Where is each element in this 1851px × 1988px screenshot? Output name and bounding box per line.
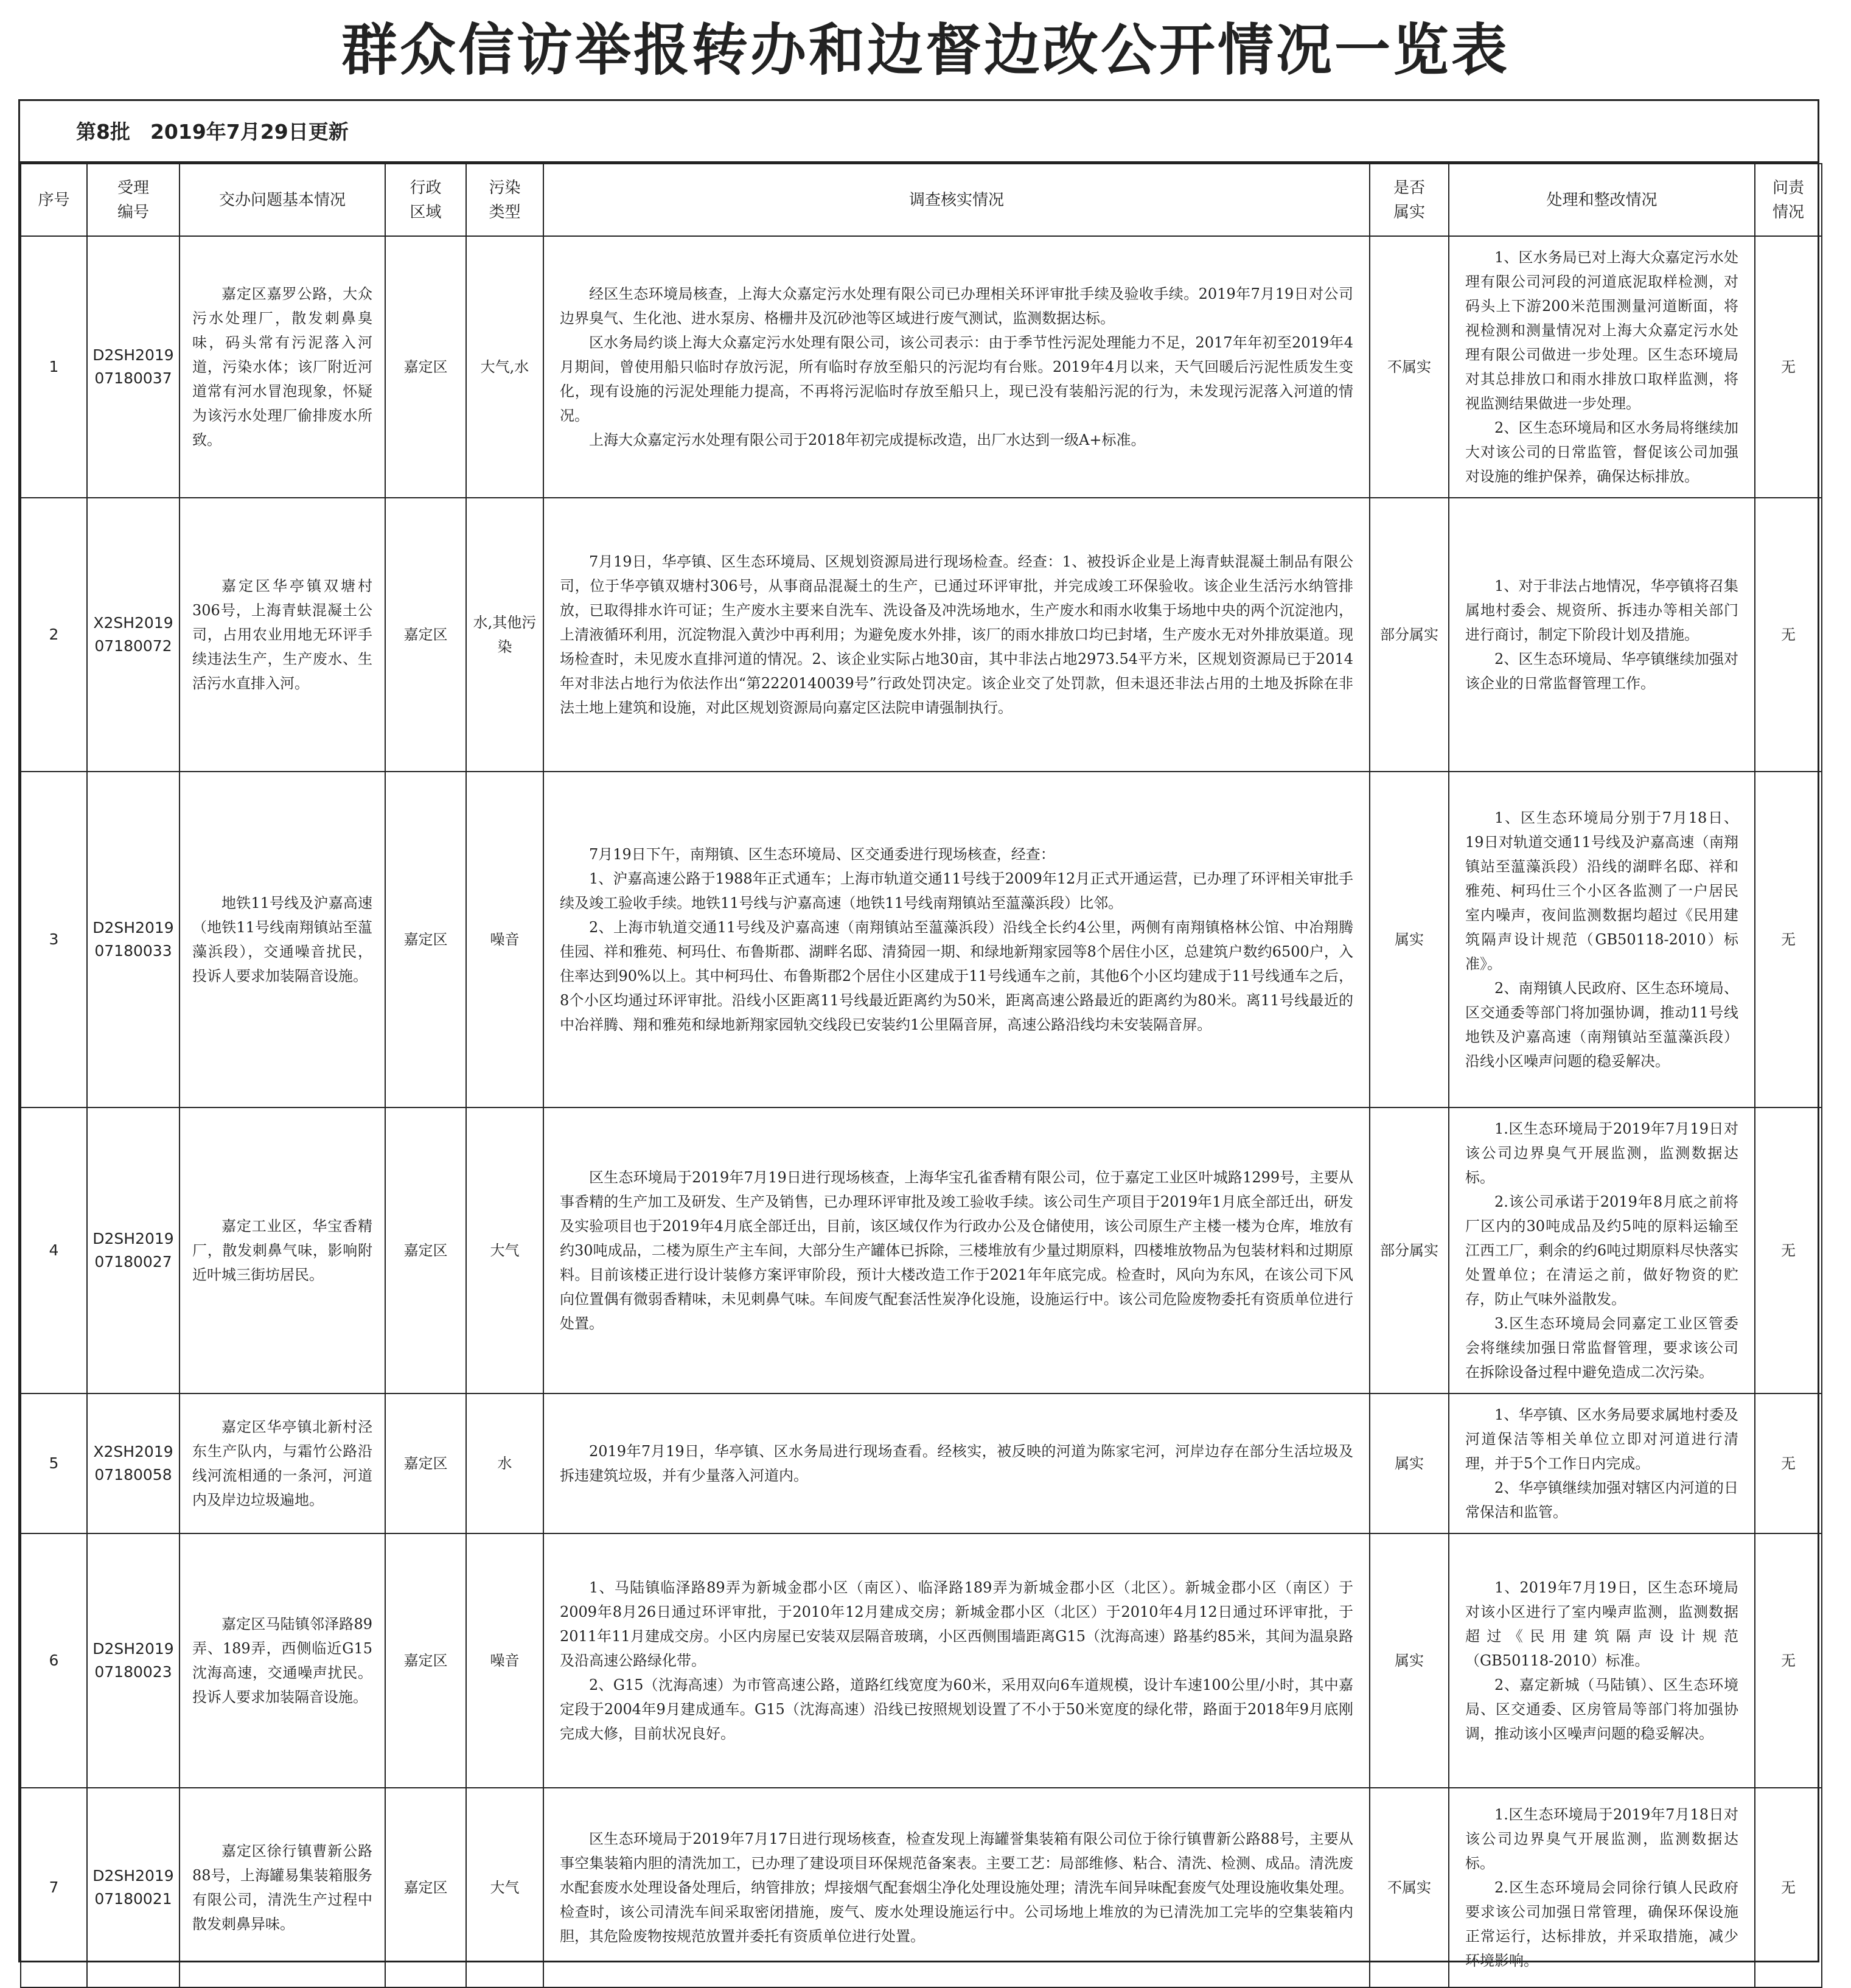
cell-investigation <box>543 236 1370 498</box>
investigation-paragraph: 区水务局约谈上海大众嘉定污水处理有限公司，该公司表示：由于季节性污泥处理能力不足，2017年年初至2019年4月期间，曾使用船只临时存放污泥，所有临时存放至船只的污泥均有台账。2019年4月以来，天气回暖后污泥性质发生变化，现有设施的污泥处理能力提高，不再将污泥临时存放至船只上，现已没有装船污泥的行为，未发现污泥落入河道的情况。 <box>560 334 1353 424</box>
cell-investigation <box>543 772 1370 1107</box>
handling-paragraph: 1.区生态环境局于2019年7月18日对该公司边界臭气开展监测，监测数据达标。 <box>1465 1806 1738 1872</box>
cell-case-id <box>87 1107 180 1393</box>
cell-pollution-type: 噪音 <box>466 772 543 1107</box>
investigation-paragraph: 区生态环境局于2019年7月17日进行现场核查，检查发现上海罐誉集装箱有限公司位于徐行镇曹新公路88号，主要从事空集装箱内胆的清洗加工，已办理了建设项目环保规范备案表。主要工艺：局部维修、粘合、清洗、检测、成品。清洗废水配套废水处理设备处理后，纳管排放；焊接烟气配套烟尘净化处理设施处理；清洗车间异味配套废气处理设施收集处理。检查时，该公司清洗车间采取密闭措施，废气、废水处理设施运行中。公司场地上堆放的为已清洗加工完毕的空集装箱内胆，其危险废物按规范放置并委托有资质单位进行处置。 <box>560 1830 1353 1945</box>
cell-handling <box>1449 236 1755 498</box>
handling-paragraph: 2.该公司承诺于2019年8月底之前将厂区内的30吨成品及约5吨的原料运输至江西工厂，剩余的约6吨过期原料尽快落实处置单位；在清运之前，做好物资的贮存，防止气味外溢散发。 <box>1465 1193 1738 1308</box>
cell-case-id <box>87 1533 180 1788</box>
investigation-paragraph: 2019年7月19日，华亭镇、区水务局进行现场查看。经核实，被反映的河道为陈家宅河，河岸边存在部分生活垃圾及拆违建筑垃圾，并有少量落入河道内。 <box>560 1443 1353 1484</box>
case-id-line-2: 07180021 <box>94 1890 172 1908</box>
batch-update-line: 第8批 2019年7月29日更新 <box>20 101 1818 163</box>
header-handling: 处理和整改情况 <box>1449 164 1755 236</box>
cell-verified: 不属实 <box>1370 236 1449 498</box>
disclosure-sheet <box>18 99 1819 1969</box>
cell-handling <box>1449 1533 1755 1788</box>
cell-problem <box>180 236 385 498</box>
cell-pollution-type: 噪音 <box>466 1533 543 1788</box>
cell-investigation <box>543 1107 1370 1393</box>
investigation-paragraph: 区生态环境局于2019年7月19日进行现场核查，上海华宝孔雀香精有限公司，位于嘉定工业区叶城路1299号，主要从事香精的生产加工及研发、生产及销售，已办理环评审批及竣工验收手续。该公司生产项目于2019年1月底全部迁出，研发及实验项目也于2019年4月底全部迁出，目前，该区域仅作为行政办公及仓储使用，该公司原生产主楼一楼为仓库，堆放有约30吨成品，二楼为原生产主车间，大部分生产罐体已拆除，三楼堆放有少量过期原料，四楼堆放物品为包装材料和过期原料。目前该楼正进行设计装修方案评审阶段，预计大楼改造工作于2021年年底完成。检查时，风向为东风，在该公司下风向位置偶有微弱香精味，未见刺鼻气味。车间废气配套活性炭净化设施，设施运行中。该公司危险废物委托有资质单位进行处置。 <box>560 1169 1353 1332</box>
table-body <box>21 236 1822 1987</box>
cell-pollution-type: 水,其他污染 <box>466 498 543 772</box>
cell-problem <box>180 1393 385 1533</box>
cell-case-id <box>87 1788 180 1987</box>
problem-text: 嘉定区华亭镇北新村泾东生产队内，与霜竹公路沿线河流相通的一条河，河道内及岸边垃圾遍地。 <box>192 1418 372 1508</box>
cell-accountability: 无 <box>1755 1393 1822 1533</box>
handling-paragraph: 1、2019年7月19日，区生态环境局对该小区进行了室内噪声监测，监测数据超过《民用建筑隔声设计规范（GB50118-2010）标准。 <box>1465 1579 1738 1669</box>
problem-text: 嘉定区嘉罗公路，大众污水处理厂，散发刺鼻臭味，码头常有污泥落入河道，污染水体；该厂附近河道常有河水冒泡现象，怀疑为该污水处理厂偷排废水所致。 <box>192 285 372 448</box>
cell-pollution-type: 大气 <box>466 1107 543 1393</box>
case-id-line-2: 07180072 <box>94 637 172 655</box>
cell-accountability: 无 <box>1755 1533 1822 1788</box>
cell-seq: 2 <box>21 498 87 772</box>
table-row <box>21 236 1822 498</box>
problem-text: 嘉定区马陆镇邻泽路89弄、189弄，西侧临近G15沈海高速，交通噪声扰民。投诉人要求加装隔音设施。 <box>192 1616 372 1706</box>
cell-investigation <box>543 1393 1370 1533</box>
cell-verified: 属实 <box>1370 1533 1449 1788</box>
cell-pollution-type: 大气,水 <box>466 236 543 498</box>
header-pollution: 污染 类型 <box>466 164 543 236</box>
cell-district: 嘉定区 <box>385 236 466 498</box>
header-investigation: 调查核实情况 <box>543 164 1370 236</box>
handling-paragraph: 1、对于非法占地情况，华亭镇将召集属地村委会、规资所、拆违办等相关部门进行商讨，制定下阶段计划及措施。 <box>1465 577 1738 643</box>
cell-case-id <box>87 498 180 772</box>
investigation-paragraph: 2、上海市轨道交通11号线及沪嘉高速（南翔镇站至蕰藻浜段）沿线全长约4公里，两侧有南翔镇格林公馆、中冶翔腾佳园、祥和雅苑、柯玛仕、布鲁斯郡、湖畔名邸、清猗园一期、和绿地新翔家园等8个居住小区，总建筑户数约6500户，入住率达到90%以上。其中柯玛仕、布鲁斯郡2个居住小区建成于11号线通车之前，其他6个小区均建成于11号线通车之后，8个小区均通过环评审批。沿线小区距离11号线最近距离约为50米，距离高速公路最近的距离约为80米。离11号线最近的中冶祥腾、翔和雅苑和绿地新翔家园轨交线段已安装约1公里隔音屏，高速公路沿线均未安装隔音屏。 <box>560 919 1353 1033</box>
cell-investigation <box>543 1533 1370 1788</box>
cell-problem <box>180 1533 385 1788</box>
handling-paragraph: 1、区生态环境局分别于7月18日、19日对轨道交通11号线及沪嘉高速（南翔镇站至蕰藻浜段）沿线的湖畔名邸、祥和雅苑、柯玛仕三个小区各监测了一户居民室内噪声，夜间监测数据均超过《民用建筑隔声设计规范（GB50118-2010）标准》。 <box>1465 809 1738 972</box>
investigation-paragraph: 7月19日下午，南翔镇、区生态环境局、区交通委进行现场核查，经查： <box>589 846 1055 863</box>
investigation-paragraph: 1、沪嘉高速公路于1988年正式通车；上海市轨道交通11号线于2009年12月正式开通运营，已办理了环评相关审批手续及竣工验收手续。地铁11号线与沪嘉高速（地铁11号线南翔镇站至蕰藻浜段）比邻。 <box>560 870 1353 912</box>
case-id-line-1: X2SH2019 <box>93 1443 173 1460</box>
handling-paragraph: 3.区生态环境局会同嘉定工业区管委会将继续加强日常监督管理，要求该公司在拆除设备过程中避免造成二次污染。 <box>1465 1315 1738 1381</box>
cell-handling <box>1449 1788 1755 1987</box>
cell-district: 嘉定区 <box>385 772 466 1107</box>
cell-handling <box>1449 1393 1755 1533</box>
case-id-line-1: D2SH2019 <box>92 919 174 936</box>
cell-verified: 部分属实 <box>1370 498 1449 772</box>
cell-seq: 5 <box>21 1393 87 1533</box>
case-id-line-2: 07180033 <box>94 942 172 960</box>
cell-district: 嘉定区 <box>385 1533 466 1788</box>
handling-paragraph: 2.区生态环境局会同徐行镇人民政府要求该公司加强日常管理，确保环保设施正常运行，达标排放，并采取措施，减少环境影响。 <box>1465 1879 1738 1969</box>
investigation-paragraph: 7月19日，华亭镇、区生态环境局、区规划资源局进行现场检查。经查：1、被投诉企业是上海青蚨混凝土制品有限公司，位于华亭镇双塘村306号，从事商品混凝土的生产，已通过环评审批，并完成竣工环保验收。该企业生活污水纳管排放，已取得排水许可证；生产废水主要来自洗车、洗设备及冲洗场地水，生产废水和雨水收集于场地中央的两个沉淀池内，上清液循环利用，沉淀物混入黄沙中再利用；为避免废水外排，该厂的雨水排放口均已封堵，生产废水无对外排放渠道。现场检查时，未见废水直排河道的情况。2、该企业实际占地30亩，其中非法占地2973.54平方米，区规划资源局已于2014年对非法占地行为依法作出“第2220140039号”行政处罚决定。该企业交了处罚款，但未退还非法占用的土地及拆除在非法土地上建筑和设施，对此区规划资源局向嘉定区法院申请强制执行。 <box>560 553 1353 716</box>
cell-accountability: 无 <box>1755 772 1822 1107</box>
cell-handling <box>1449 1107 1755 1393</box>
cell-accountability: 无 <box>1755 498 1822 772</box>
cell-handling <box>1449 498 1755 772</box>
cell-problem <box>180 498 385 772</box>
header-verified: 是否 属实 <box>1370 164 1449 236</box>
table-row <box>21 1533 1822 1788</box>
header-seq: 序号 <box>21 164 87 236</box>
header-district: 行政 区域 <box>385 164 466 236</box>
cell-district: 嘉定区 <box>385 1107 466 1393</box>
cell-accountability: 无 <box>1755 1107 1822 1393</box>
case-id-line-1: D2SH2019 <box>92 1230 174 1247</box>
handling-paragraph: 2、嘉定新城（马陆镇）、区生态环境局、区交通委、区房管局等部门将加强协调，推动该小区噪声问题的稳妥解决。 <box>1465 1676 1738 1742</box>
handling-paragraph: 2、南翔镇人民政府、区生态环境局、区交通委等部门将加强协调，推动11号线地铁及沪嘉高速（南翔镇站至蕰藻浜段）沿线小区噪声问题的稳妥解决。 <box>1465 980 1738 1070</box>
handling-paragraph: 1.区生态环境局于2019年7月19日对该公司边界臭气开展监测，监测数据达标。 <box>1465 1120 1738 1186</box>
cell-district: 嘉定区 <box>385 498 466 772</box>
investigation-paragraph: 上海大众嘉定污水处理有限公司于2018年初完成提标改造，出厂水达到一级A+标准。 <box>589 431 1146 448</box>
table-row <box>21 1393 1822 1533</box>
header-accountability: 问责 情况 <box>1755 164 1822 236</box>
cell-seq: 1 <box>21 236 87 498</box>
problem-text: 嘉定工业区，华宝香精厂，散发刺鼻气味，影响附近叶城三街坊居民。 <box>192 1218 372 1283</box>
disclosure-table <box>20 163 1822 1988</box>
cell-problem <box>180 1107 385 1393</box>
cell-case-id <box>87 1393 180 1533</box>
case-id-line-2: 07180037 <box>94 369 172 387</box>
case-id-line-1: D2SH2019 <box>92 346 174 364</box>
cell-pollution-type: 水 <box>466 1393 543 1533</box>
header-row <box>21 164 1822 236</box>
cell-investigation <box>543 498 1370 772</box>
table-row <box>21 1788 1822 1987</box>
case-id-line-1: D2SH2019 <box>92 1640 174 1658</box>
handling-paragraph: 2、区生态环境局、华亭镇继续加强对该企业的日常监督管理工作。 <box>1465 650 1738 692</box>
cell-district: 嘉定区 <box>385 1788 466 1987</box>
cell-district: 嘉定区 <box>385 1393 466 1533</box>
header-problem: 交办问题基本情况 <box>180 164 385 236</box>
case-id-line-2: 07180058 <box>94 1466 172 1484</box>
cell-accountability: 无 <box>1755 236 1822 498</box>
cell-investigation <box>543 1788 1370 1987</box>
header-id: 受理 编号 <box>87 164 180 236</box>
investigation-paragraph: 1、马陆镇临泽路89弄为新城金郡小区（南区）、临泽路189弄为新城金郡小区（北区）。新城金郡小区（南区）于2009年8月26日通过环评审批，于2010年12月建成交房；新城金郡小区（北区）于2010年4月12日通过环评审批，于2011年11月建成交房。小区内房屋已安装双层隔音玻璃，小区西侧围墙距离G15（沈海高速）路基约85米，其间为温泉路及沿高速公路绿化带。 <box>560 1579 1353 1669</box>
case-id-line-2: 07180023 <box>94 1663 172 1681</box>
table-row <box>21 498 1822 772</box>
case-id-line-1: D2SH2019 <box>92 1867 174 1885</box>
problem-text: 嘉定区徐行镇曹新公路88号，上海罐易集装箱服务有限公司，清洗生产过程中散发刺鼻异味。 <box>192 1843 372 1933</box>
cell-verified: 部分属实 <box>1370 1107 1449 1393</box>
cell-seq: 6 <box>21 1533 87 1788</box>
problem-text: 地铁11号线及沪嘉高速（地铁11号线南翔镇站至蕰藻浜段），交通噪音扰民，投诉人要求加装隔音设施。 <box>192 895 372 985</box>
case-id-line-1: X2SH2019 <box>93 614 173 632</box>
cell-problem <box>180 772 385 1107</box>
problem-text: 嘉定区华亭镇双塘村306号，上海青蚨混凝土公司，占用农业用地无环评手续违法生产，生产废水、生活污水直排入河。 <box>192 577 372 692</box>
table-row <box>21 1107 1822 1393</box>
investigation-paragraph: 2、G15（沈海高速）为市管高速公路，道路红线宽度为60米，采用双向6车道规模，设计车速100公里/小时，其中嘉定段于2004年9月建成通车。G15（沈海高速）沿线已按照规划设置了不小于50米宽度的绿化带，路面于2018年9月底刚完成大修，目前状况良好。 <box>560 1676 1353 1742</box>
cell-verified: 不属实 <box>1370 1788 1449 1987</box>
table-row <box>21 772 1822 1107</box>
cell-pollution-type: 大气 <box>466 1788 543 1987</box>
investigation-paragraph: 经区生态环境局核查，上海大众嘉定污水处理有限公司已办理相关环评审批手续及验收手续。2019年7月19日对公司边界臭气、生化池、进水泵房、格栅井及沉砂池等区域进行废气测试，监测数据达标。 <box>560 285 1353 327</box>
cell-case-id <box>87 772 180 1107</box>
cell-verified: 属实 <box>1370 1393 1449 1533</box>
cell-handling <box>1449 772 1755 1107</box>
cell-accountability: 无 <box>1755 1788 1822 1987</box>
handling-paragraph: 1、华亭镇、区水务局要求属地村委及河道保洁等相关单位立即对河道进行清理，并于5个工作日内完成。 <box>1465 1406 1738 1472</box>
handling-paragraph: 2、区生态环境局和区水务局将继续加大对该公司的日常监管，督促该公司加强对设施的维护保养，确保达标排放。 <box>1465 419 1738 485</box>
handling-paragraph: 2、华亭镇继续加强对辖区内河道的日常保洁和监管。 <box>1465 1479 1738 1521</box>
cell-seq: 7 <box>21 1788 87 1987</box>
cell-problem <box>180 1788 385 1987</box>
case-id-line-2: 07180027 <box>94 1253 172 1271</box>
cell-seq: 3 <box>21 772 87 1107</box>
cell-verified: 属实 <box>1370 772 1449 1107</box>
cell-case-id <box>87 236 180 498</box>
handling-paragraph: 1、区水务局已对上海大众嘉定污水处理有限公司河段的河道底泥取样检测，对码头上下游200米范围测量河道断面，将视检测和测量情况对上海大众嘉定污水处理有限公司做进一步处理。区生态环境局对其总排放口和雨水排放口取样监测，将视监测结果做进一步处理。 <box>1465 249 1738 412</box>
cell-seq: 4 <box>21 1107 87 1393</box>
document-title: 群众信访举报转办和边督边改公开情况一览表 <box>341 18 1510 83</box>
